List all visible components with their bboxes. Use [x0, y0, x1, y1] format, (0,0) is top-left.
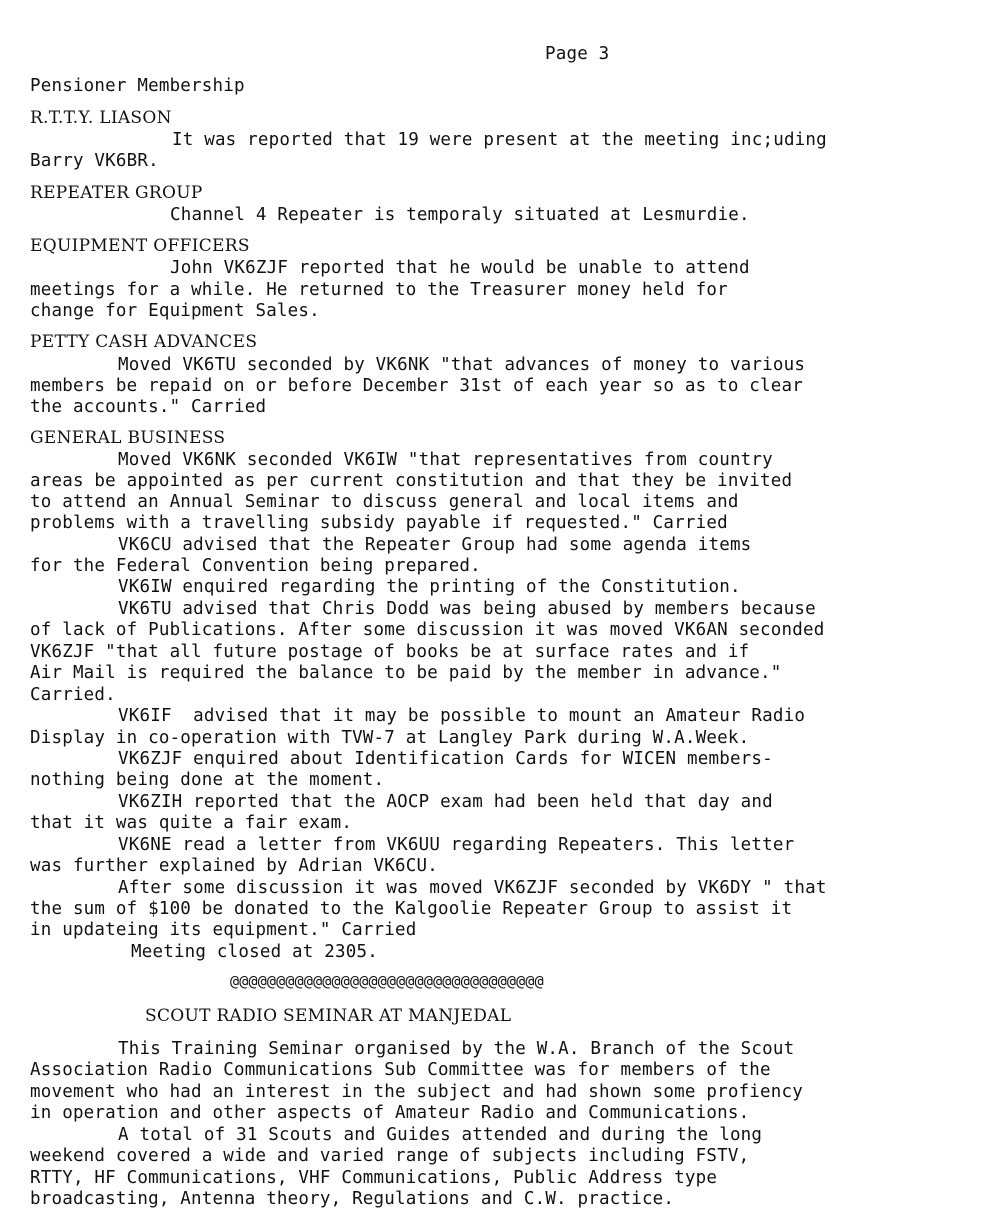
general-line: areas be appointed as per current constitution and that they be invited [30, 471, 793, 491]
general-line: VK6IF advised that it may be possible to mount an Amateur Radio [118, 706, 806, 726]
general-line: Carried. [30, 685, 116, 705]
rtty-heading: R.T.T.Y. LIASON [30, 108, 172, 128]
general-line: in updateing its equipment." Carried [30, 920, 417, 940]
petty-cash-line: members be repaid on or before December 31st of each year so as to clear [30, 376, 803, 396]
scout-line: weekend covered a wide and varied range of subjects including FSTV, [30, 1146, 750, 1166]
general-line: VK6ZJF "that all future postage of books be at surface rates and if [30, 642, 750, 662]
general-line: nothing being done at the moment. [30, 770, 385, 790]
scout-line: in operation and other aspects of Amateur Radio and Communications. [30, 1103, 750, 1123]
general-line: to attend an Annual Seminar to discuss general and local items and [30, 492, 739, 512]
scout-line: This Training Seminar organised by the W.A. Branch of the Scout [118, 1039, 795, 1059]
equipment-line: change for Equipment Sales. [30, 301, 320, 321]
general-line: was further explained by Adrian VK6CU. [30, 856, 438, 876]
pensioner-membership: Pensioner Membership [30, 76, 245, 96]
petty-cash-line: the accounts." Carried [30, 397, 267, 417]
repeater-heading: REPEATER GROUP [30, 183, 203, 203]
scout-line: A total of 31 Scouts and Guides attended and during the long [118, 1125, 763, 1145]
general-business-heading: GENERAL BUSINESS [30, 428, 226, 448]
separator-line: @@@@@@@@@@@@@@@@@@@@@@@@@@@@@@@@@@ [230, 972, 544, 990]
general-line: VK6ZIH reported that the AOCP exam had been held that day and [118, 792, 773, 812]
repeater-line: Channel 4 Repeater is temporaly situated at Lesmurdie. [170, 205, 750, 225]
general-line: VK6IW enquired regarding the printing of the Constitution. [118, 577, 741, 597]
general-line: VK6TU advised that Chris Dodd was being abused by members because [118, 599, 816, 619]
page-number: Page 3 [545, 44, 610, 64]
equipment-line: John VK6ZJF reported that he would be unable to attend [170, 258, 750, 278]
general-line: Air Mail is required the balance to be paid by the member in advance." [30, 663, 782, 683]
general-line: VK6ZJF enquired about Identification Cards for WICEN members- [118, 749, 773, 769]
rtty-line: It was reported that 19 were present at the meeting inc;uding [172, 130, 827, 150]
petty-cash-line: Moved VK6TU seconded by VK6NK "that advances of money to various [118, 355, 806, 375]
general-line: the sum of $100 be donated to the Kalgoolie Repeater Group to assist it [30, 899, 793, 919]
equipment-heading: EQUIPMENT OFFICERS [30, 236, 250, 256]
petty-cash-heading: PETTY CASH ADVANCES [30, 332, 258, 352]
general-line: that it was quite a fair exam. [30, 813, 353, 833]
meeting-closed: Meeting closed at 2305. [131, 942, 378, 962]
equipment-line: meetings for a while. He returned to the Treasurer money held for [30, 280, 728, 300]
general-line: VK6NE read a letter from VK6UU regarding Repeaters. This letter [118, 835, 795, 855]
general-line: Display in co-operation with TVW-7 at Langley Park during W.A.Week. [30, 728, 750, 748]
general-line: VK6CU advised that the Repeater Group had some agenda items [118, 535, 752, 555]
general-line: of lack of Publications. After some discussion it was moved VK6AN seconded [30, 620, 825, 640]
scout-line: RTTY, HF Communications, VHF Communications, Public Address type [30, 1168, 718, 1188]
general-line: problems with a travelling subsidy payable if requested." Carried [30, 513, 728, 533]
general-line: for the Federal Convention being prepared. [30, 556, 481, 576]
general-line: Moved VK6NK seconded VK6IW "that representatives from country [118, 450, 773, 470]
scout-line: broadcasting, Antenna theory, Regulations and C.W. practice. [30, 1189, 675, 1209]
scout-line: movement who had an interest in the subject and had shown some profiency [30, 1082, 803, 1102]
scout-seminar-heading: SCOUT RADIO SEMINAR AT MANJEDAL [145, 1006, 512, 1026]
general-line: After some discussion it was moved VK6ZJF seconded by VK6DY " that [118, 878, 827, 898]
scout-line: Association Radio Communications Sub Committee was for members of the [30, 1060, 771, 1080]
rtty-line: Barry VK6BR. [30, 151, 159, 171]
